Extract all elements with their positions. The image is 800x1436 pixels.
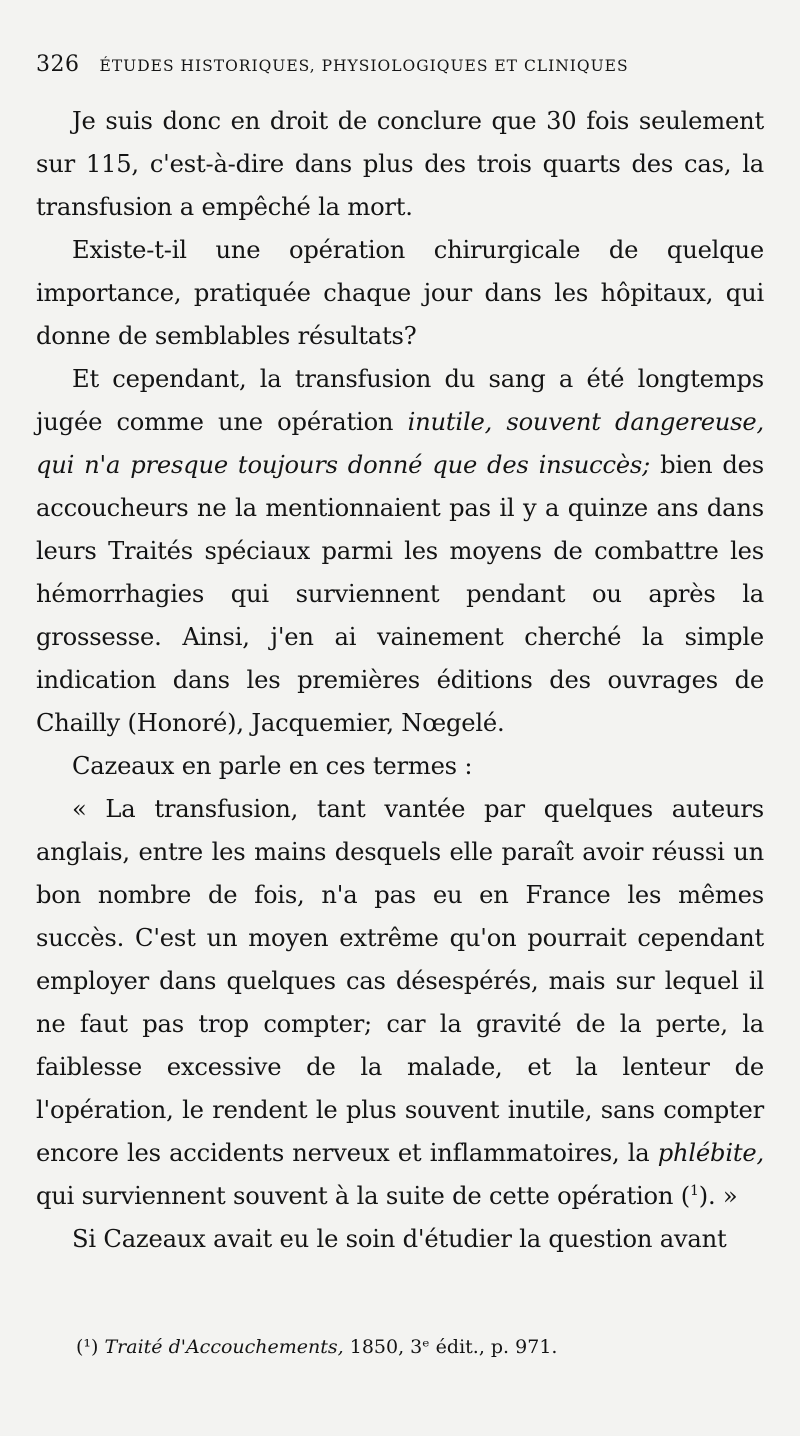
paragraph-2: Existe-t-il une opération chirurgicale de quelque importance, pratiquée chaque jour dans les hôpitaux, qui donne de semblables résultats? <box>36 236 764 350</box>
quotation-text-c: ). » <box>698 1182 738 1210</box>
quotation-paragraph <box>36 788 764 1218</box>
footnote <box>76 1332 766 1362</box>
paragraph-4: Cazeaux en parle en ces termes : <box>72 752 473 780</box>
quotation-text-a: « La transfusion, tant vantée par quelques auteurs anglais, entre les mains desquels elle paraît avoir réussi un bon nombre de fois, n'a pas eu en France les mêmes succès. C'est un moyen extrême qu'on pourrait cependant employer dans quelques cas désespérés, mais sur lequel il ne faut pas trop compter; car la gravité de la perte, la faiblesse excessive de la malade, et la lenteur de l'opération, le rendent le plus souvent inutile, sans compter encore les accidents nerveux et inflammatoires, la <box>36 795 764 1167</box>
paragraph-3-text-a: Et cependant, la transfusion du sang a été longtemps jugée comme une opération <box>36 365 764 436</box>
body-text <box>36 100 764 1261</box>
page-header <box>36 52 764 92</box>
quotation-italic: phlébite, <box>657 1139 764 1167</box>
paragraph-3-text-b: bien des accoucheurs ne la mentionnaient pas il y a quinze ans dans leurs Traités spéciaux parmi les moyens de combattre les hémorrhagies qui surviennent pendant ou après la grossesse. Ainsi, j'en ai vainement cherché la simple indication dans les premières éditions des ouvrages de Chailly (Honoré), Jacquemier, Nœgelé. <box>36 451 764 737</box>
quotation-text-b: qui surviennent souvent à la suite de cette opération ( <box>36 1182 690 1210</box>
paragraph-6: Si Cazeaux avait eu le soin d'étudier la question avant <box>72 1225 727 1253</box>
footnote-details: 1850, 3ᵉ édit., p. 971. <box>343 1336 558 1358</box>
footnote-title: Traité d'Accouchements, <box>104 1336 344 1358</box>
footnote-marker: (¹) <box>76 1336 99 1358</box>
paragraph-1: Je suis donc en droit de conclure que 30 fois seulement sur 115, c'est-à-dire dans plus des trois quarts des cas, la transfusion a empêché la mort. <box>36 107 764 221</box>
footnote-reference: 1 <box>689 1182 699 1199</box>
paragraph-3 <box>36 358 764 745</box>
running-head: ÉTUDES HISTORIQUES, PHYSIOLOGIQUES ET CLINIQUES <box>99 57 629 75</box>
page-number: 326 <box>36 52 80 77</box>
paragraph-3-italic: inutile, souvent dangereuse, qui n'a presque toujours donné que des insuccès; <box>36 408 765 479</box>
